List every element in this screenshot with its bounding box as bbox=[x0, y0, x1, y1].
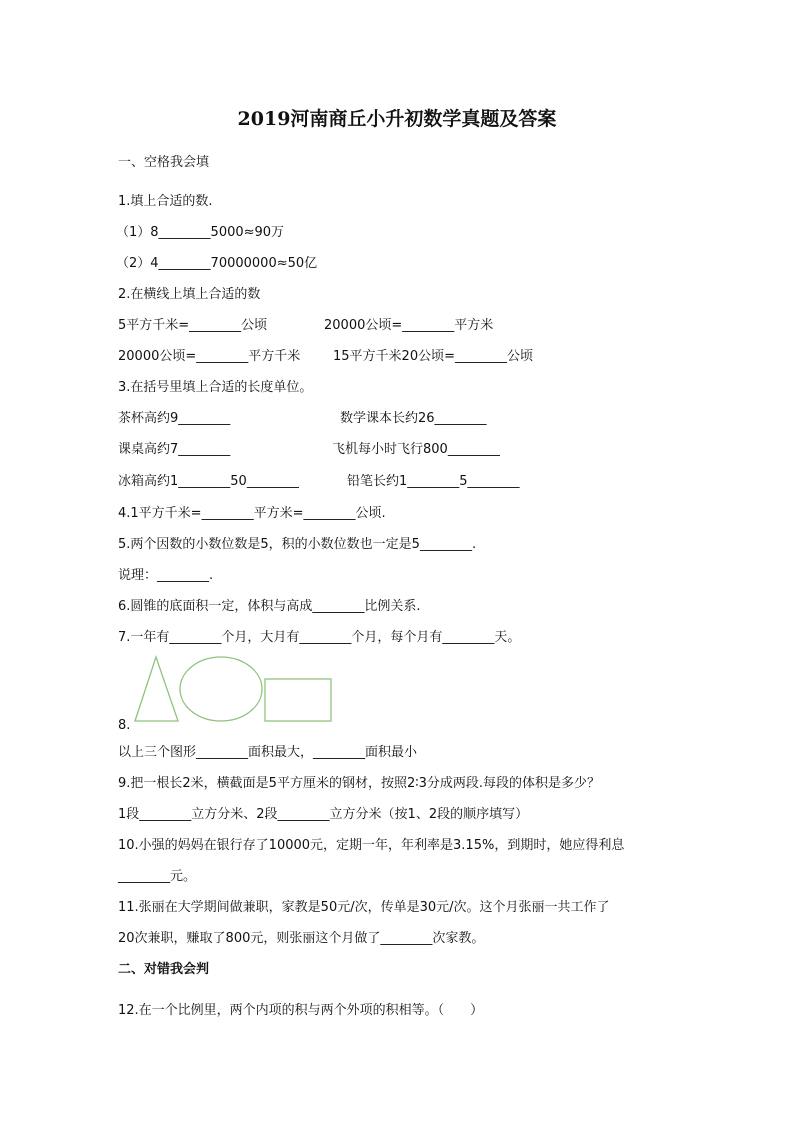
question-10-line-1: 10.小强的妈妈在银行存了10000元，定期一年，年利率是3.15%，到期时，她应得利息 bbox=[118, 838, 625, 853]
shape-figures bbox=[130, 653, 340, 727]
question-3-item: 数学课本长约26________ bbox=[340, 411, 487, 426]
question-8-number: 8. bbox=[118, 718, 131, 733]
question-9-answer: 1段________立方分米、2段________立方分米（按1、2段的顺序填写） bbox=[118, 807, 529, 822]
question-3-item: 茶杯高约9________ bbox=[118, 411, 231, 426]
question-12: 12.在一个比例里，两个内项的积与两个外项的积相等。（ ） bbox=[118, 1003, 484, 1018]
question-3-item: 铅笔长约1________5________ bbox=[347, 474, 520, 489]
section-heading: 二、对错我会判 bbox=[118, 962, 210, 977]
question-9-stem: 9.把一根长2米，横截面是5平方厘米的钢材，按照2∶3分成两段.每段的体积是多少？ bbox=[118, 776, 601, 791]
question-11-line-1: 11.张丽在大学期间做兼职，家教是50元/次，传单是30元/次。这个月张丽一共工作了 bbox=[118, 900, 610, 915]
question-4: 4.1平方千米=________平方米=________公顷. bbox=[118, 506, 386, 521]
triangle-shape bbox=[135, 657, 178, 721]
question-2-item: 20000公顷=________平方米 bbox=[324, 318, 494, 333]
question-2-item: 15平方千米20公顷=________公顷 bbox=[333, 349, 533, 364]
question-3-item: 冰箱高约1________50________ bbox=[118, 474, 299, 489]
question-5-reason: 说理：________. bbox=[118, 568, 214, 583]
question-8-text: 以上三个图形________面积最大，________面积最小 bbox=[118, 745, 418, 760]
question-1-stem: 1.填上合适的数. bbox=[118, 194, 213, 209]
ellipse-shape bbox=[180, 657, 262, 721]
question-2-item: 20000公顷=________平方千米 bbox=[118, 349, 301, 364]
question-3-stem: 3.在括号里填上合适的长度单位。 bbox=[118, 380, 313, 395]
question-1-part-a: （1）8________5000≈90万 bbox=[116, 225, 285, 240]
section-heading: 一、空格我会填 bbox=[118, 155, 210, 170]
question-10-line-2: ________元。 bbox=[118, 869, 197, 884]
rectangle-shape bbox=[265, 679, 331, 721]
question-5-stem: 5.两个因数的小数位数是5，积的小数位数也一定是5________. bbox=[118, 537, 477, 552]
page-title: 2019河南商丘小升初数学真题及答案 bbox=[237, 108, 557, 130]
question-2-item: 5平方千米=________公顷 bbox=[118, 318, 268, 333]
question-6: 6.圆锥的底面积一定，体积与高成________比例关系. bbox=[118, 599, 421, 614]
question-7: 7.一年有________个月，大月有________个月，每个月有________天。 bbox=[118, 630, 521, 645]
question-11-line-2: 20次兼职，赚取了800元，则张丽这个月做了________次家教。 bbox=[118, 931, 485, 946]
question-2-stem: 2.在横线上填上合适的数 bbox=[118, 287, 261, 302]
question-3-item: 课桌高约7________ bbox=[118, 442, 231, 457]
question-1-part-b: （2）4________70000000≈50亿 bbox=[116, 256, 318, 271]
question-3-item: 飞机每小时飞行800________ bbox=[332, 442, 500, 457]
